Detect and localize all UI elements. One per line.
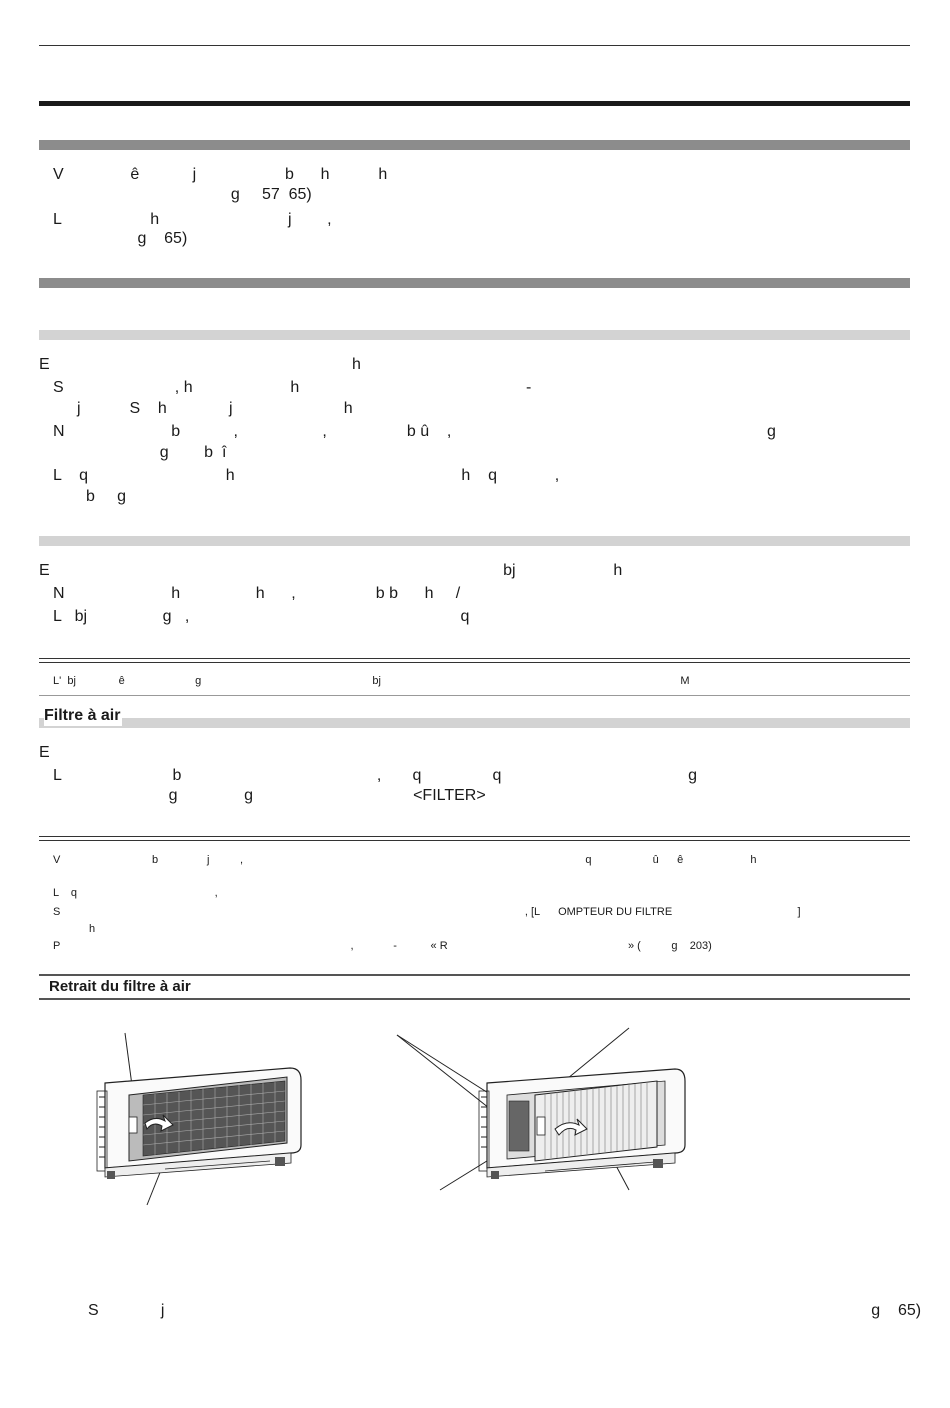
- section-bar: [39, 140, 910, 150]
- projector-filter-removal-illustration: [395, 1025, 695, 1215]
- subsection-bar: [39, 536, 910, 546]
- note-rule: [39, 836, 910, 841]
- body-text: L b , q q g: [53, 767, 698, 784]
- note-rule: [39, 695, 910, 696]
- heading-rule: [39, 998, 910, 1000]
- body-text: N b , , b û , g: [53, 423, 776, 440]
- title-rule: [39, 101, 910, 106]
- body-text: L q h h q ,: [53, 467, 560, 484]
- body-text: L bj g , q: [53, 608, 470, 625]
- body-text: E bj h: [39, 562, 623, 579]
- body-text: j S h j h: [77, 400, 353, 417]
- heading-rule: [39, 974, 910, 976]
- subsection-bar: [39, 718, 910, 728]
- body-text: g 65): [53, 230, 188, 247]
- note-text: L q ,: [53, 887, 218, 899]
- step-text: S j g 65): [88, 1302, 922, 1319]
- section-bar: [39, 278, 910, 288]
- body-text: g b î: [53, 444, 227, 461]
- body-text: N h h , b b h /: [53, 585, 461, 602]
- body-text: E: [39, 744, 50, 761]
- note-text: P , - « R » ( g 203): [53, 940, 712, 952]
- note-text: S , [L OMPTEUR DU FILTRE ]: [53, 906, 801, 918]
- header-rule: [39, 45, 910, 46]
- note-text: V b j , q û ê h: [53, 854, 757, 866]
- body-text: L h j ,: [53, 211, 332, 228]
- note-text: L' bj ê g bj M: [53, 675, 690, 687]
- section-heading: Filtre à air: [44, 707, 121, 724]
- section-heading: Retrait du filtre à air: [49, 978, 191, 995]
- body-text: E h: [39, 356, 361, 373]
- projector-filter-cover-illustration: [95, 1025, 315, 1215]
- note-rule: [39, 658, 910, 663]
- body-text: g 57 65): [53, 186, 312, 203]
- subsection-bar: [39, 330, 910, 340]
- body-text: V ê j b h h: [53, 166, 388, 183]
- body-text: b g: [86, 488, 127, 505]
- body-text: g g <FILTER>: [53, 787, 486, 804]
- body-text: S , h h -: [53, 379, 532, 396]
- note-text: h: [89, 923, 96, 935]
